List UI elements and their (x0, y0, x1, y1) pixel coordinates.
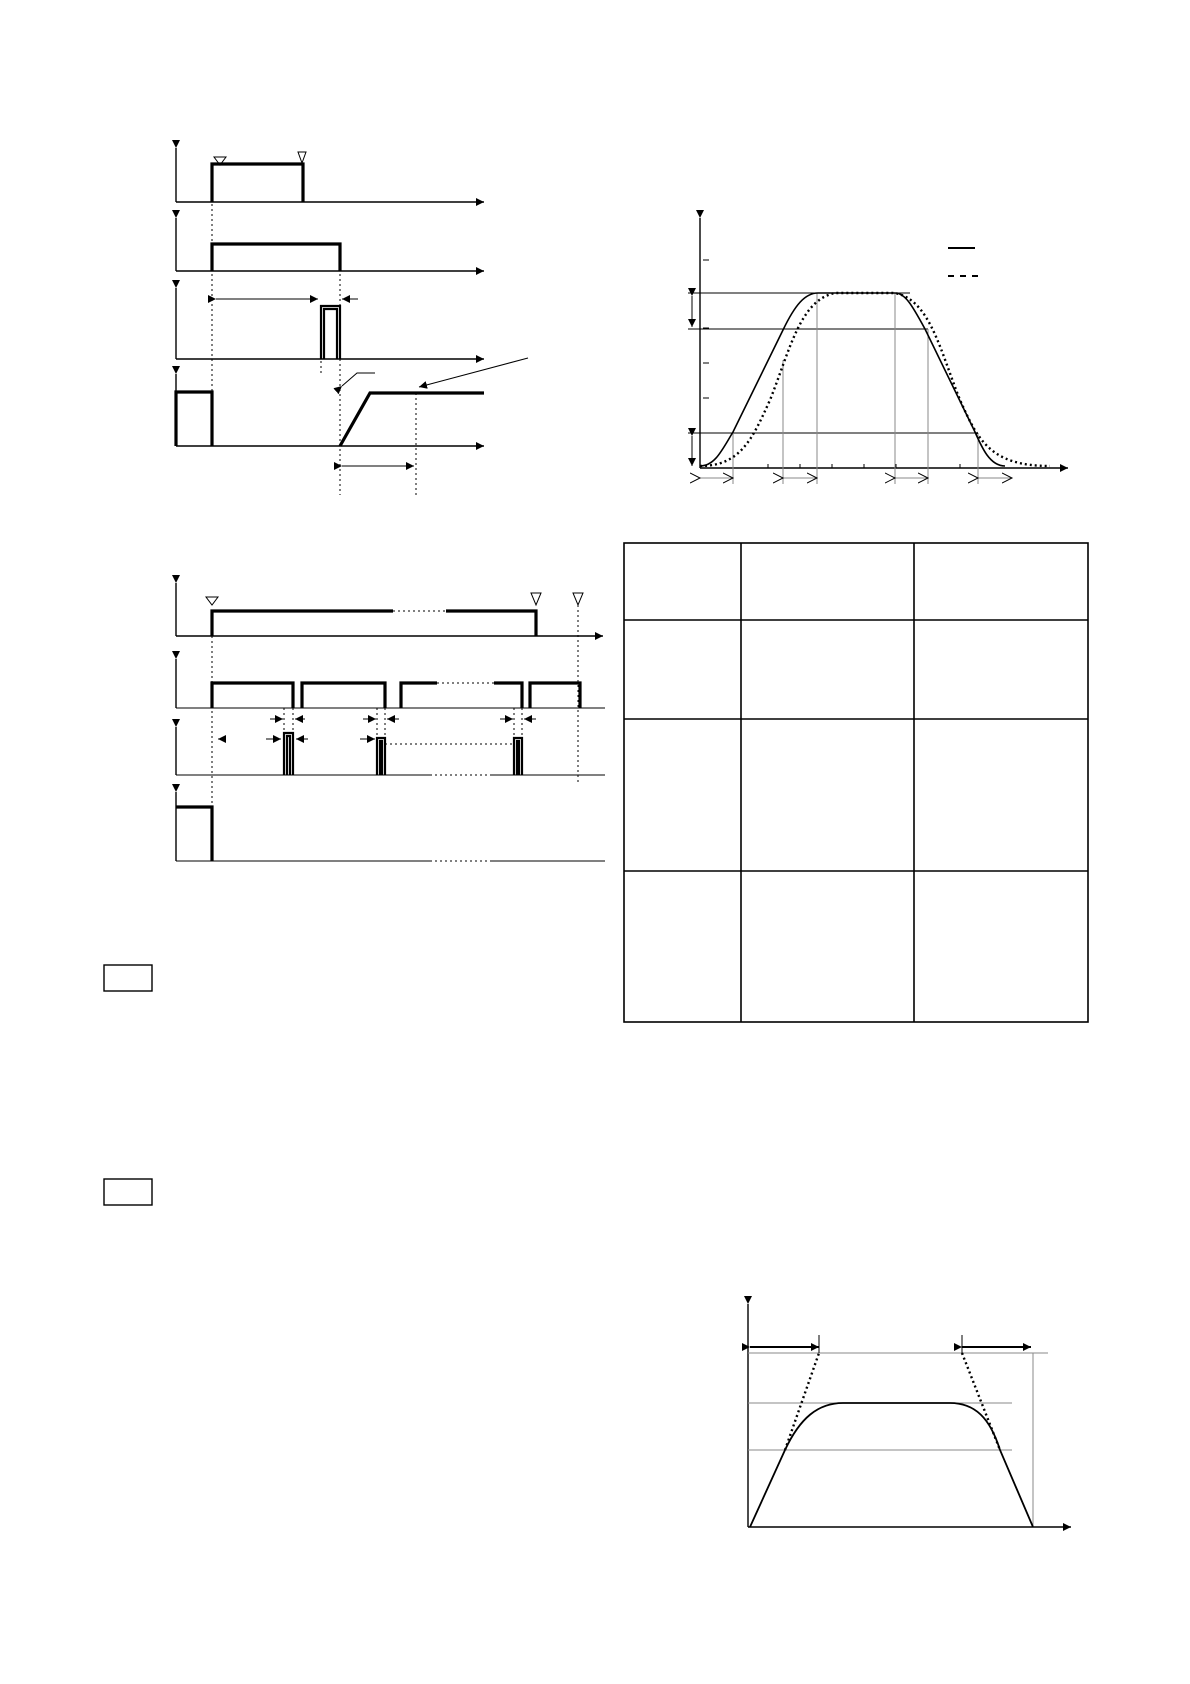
legend (948, 248, 980, 276)
signal-row-4 (176, 358, 528, 466)
dotted-curve (700, 293, 1050, 466)
profile-curve (750, 1403, 1033, 1527)
acceleration-profile (748, 1304, 1071, 1527)
trigger-marker-icon (573, 593, 583, 605)
velocity-profile-s-curve (688, 218, 1068, 484)
signal-row-4b (176, 792, 605, 861)
signal-row-1 (176, 148, 484, 202)
solid-curve (700, 293, 1005, 466)
signal-row-3b (176, 719, 605, 775)
timing-diagram-single-pulse (176, 148, 528, 497)
timing-diagram-repeated-pulses (176, 583, 605, 861)
section-marker-box (104, 1179, 152, 1205)
section-marker-box (104, 965, 152, 991)
signal-row-2b (176, 659, 605, 708)
signal-row-3 (176, 288, 484, 359)
signal-row-2 (176, 218, 484, 271)
trigger-marker-icon (298, 152, 306, 163)
trigger-marker-icon (206, 597, 218, 605)
mode-table (624, 543, 1088, 1022)
trigger-marker-icon (531, 593, 541, 605)
